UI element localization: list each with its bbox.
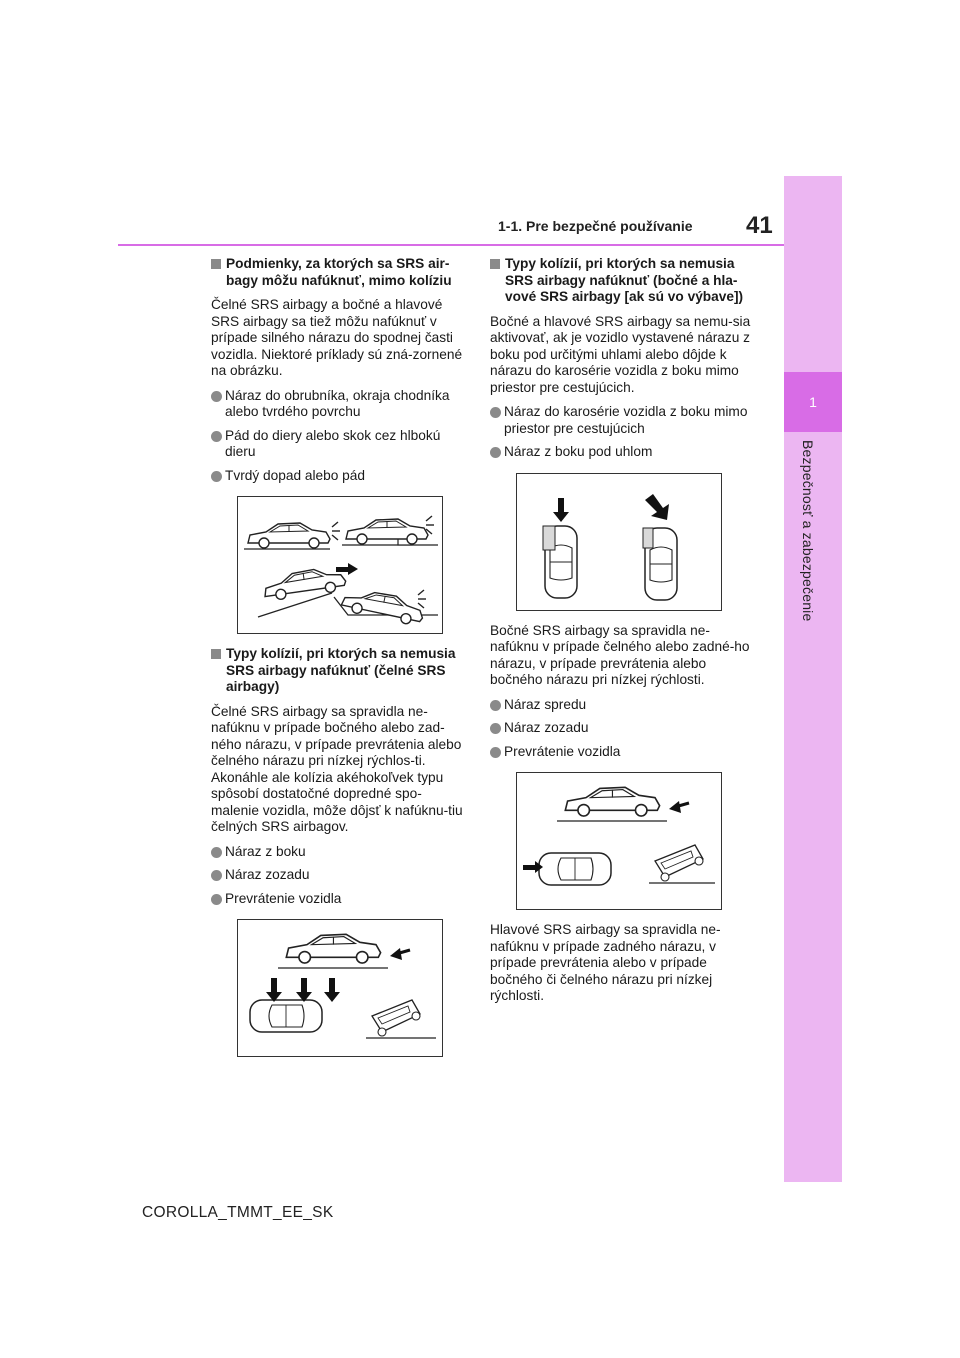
illustration-side-angle-impacts	[516, 473, 722, 611]
right-column	[490, 256, 758, 1013]
side-tab-number[interactable]: 1	[784, 372, 842, 432]
circle-bullet-icon	[490, 723, 501, 734]
list-item: Tvrdý dopad alebo pád	[211, 468, 469, 485]
circle-bullet-icon	[490, 447, 501, 458]
list-item: Prevrátenie vozidla	[211, 891, 469, 908]
list-item: Náraz zozadu	[211, 867, 469, 884]
section-title: 1-1. Pre bezpečné používanie	[498, 218, 693, 234]
section-heading	[211, 646, 469, 696]
list-item: Náraz do obrubníka, okraja chodníka alebo tvrdého povrchu	[211, 388, 469, 421]
header-rule	[118, 244, 784, 246]
paragraph: Čelné SRS airbagy sa spravidla ne-nafúknu v prípade bočného alebo zad-ného nárazu, v prípade prevrátenia alebo čelného nárazu pri nízkej rýchlos-ti. Akonáhle ale kolízia akéhokoľvek typu spôsobí dostatočné dopredné spo-malenie vozidla, môže dôjsť k nafúknu-tiu čelných SRS airbagov.	[211, 703, 463, 834]
circle-bullet-icon	[211, 431, 222, 442]
list-item: Náraz z boku	[211, 844, 469, 861]
circle-bullet-icon	[211, 391, 222, 402]
list-item: Náraz zozadu	[490, 720, 758, 737]
illustration-side-rear-rollover	[237, 919, 443, 1057]
list-item: Prevrátenie vozidla	[490, 744, 758, 761]
circle-bullet-icon	[490, 700, 501, 711]
circle-bullet-icon	[490, 407, 501, 418]
section-heading	[211, 256, 469, 289]
circle-bullet-icon	[490, 747, 501, 758]
side-tab-label: Bezpečnosť a zabezpečenie	[800, 440, 816, 622]
heading-text: Typy kolízií, pri ktorých sa nemusia SRS airbagy nafúknuť (bočné a hla-vové SRS airbagy [ak sú vo výbave])	[505, 256, 744, 304]
list-item: Náraz z boku pod uhlom	[490, 444, 758, 461]
paragraph: Čelné SRS airbagy a bočné a hlavové SRS airbagy sa tiež môžu nafúknuť v prípade silného nárazu do spodnej časti vozidla. Niektoré príklady sú zná-zornené na obrázku.	[211, 297, 463, 378]
list-item: Náraz do karosérie vozidla z boku mimo priestor pre cestujúcich	[490, 404, 758, 437]
paragraph: Bočné a hlavové SRS airbagy sa nemu-sia aktivovať, ak je vozidlo vystavené nárazu z boku pod určitými uhlami alebo dôjde k nárazu do karosérie vozidla z boku mimo priestor pre cestujúcich.	[490, 313, 751, 395]
illustration-curb-impacts	[237, 496, 443, 634]
list-item: Pád do diery alebo skok cez hlbokú dieru	[211, 428, 469, 461]
square-bullet-icon	[490, 259, 500, 269]
section-heading	[490, 256, 758, 306]
side-tab-decor	[784, 176, 842, 372]
page-number: 41	[746, 212, 773, 239]
illustration-front-rear-rollover	[516, 772, 722, 910]
circle-bullet-icon	[211, 847, 222, 858]
square-bullet-icon	[211, 649, 221, 659]
circle-bullet-icon	[211, 870, 222, 881]
heading-text: Podmienky, za ktorých sa SRS air-bagy môžu nafúknuť, mimo kolíziu	[226, 256, 452, 288]
footer-code: COROLLA_TMMT_EE_SK	[142, 1204, 334, 1221]
heading-text: Typy kolízií, pri ktorých sa nemusia SRS airbagy nafúknuť (čelné SRS airbagy)	[226, 646, 456, 694]
circle-bullet-icon	[211, 894, 222, 905]
paragraph: Hlavové SRS airbagy sa spravidla ne-nafúknu v prípade zadného nárazu, v prípade prevrátenia alebo v prípade bočného či čelného nárazu pri nízkej rýchlosti.	[490, 922, 721, 1003]
square-bullet-icon	[211, 259, 221, 269]
list-item: Náraz spredu	[490, 697, 758, 714]
paragraph: Bočné SRS airbagy sa spravidla ne-nafúknu v prípade čelného alebo zadné-ho nárazu, v prípade prevrátenia alebo bočného nárazu pri nízkej rýchlosti.	[490, 622, 750, 687]
left-column	[211, 256, 469, 1069]
circle-bullet-icon	[211, 471, 222, 482]
